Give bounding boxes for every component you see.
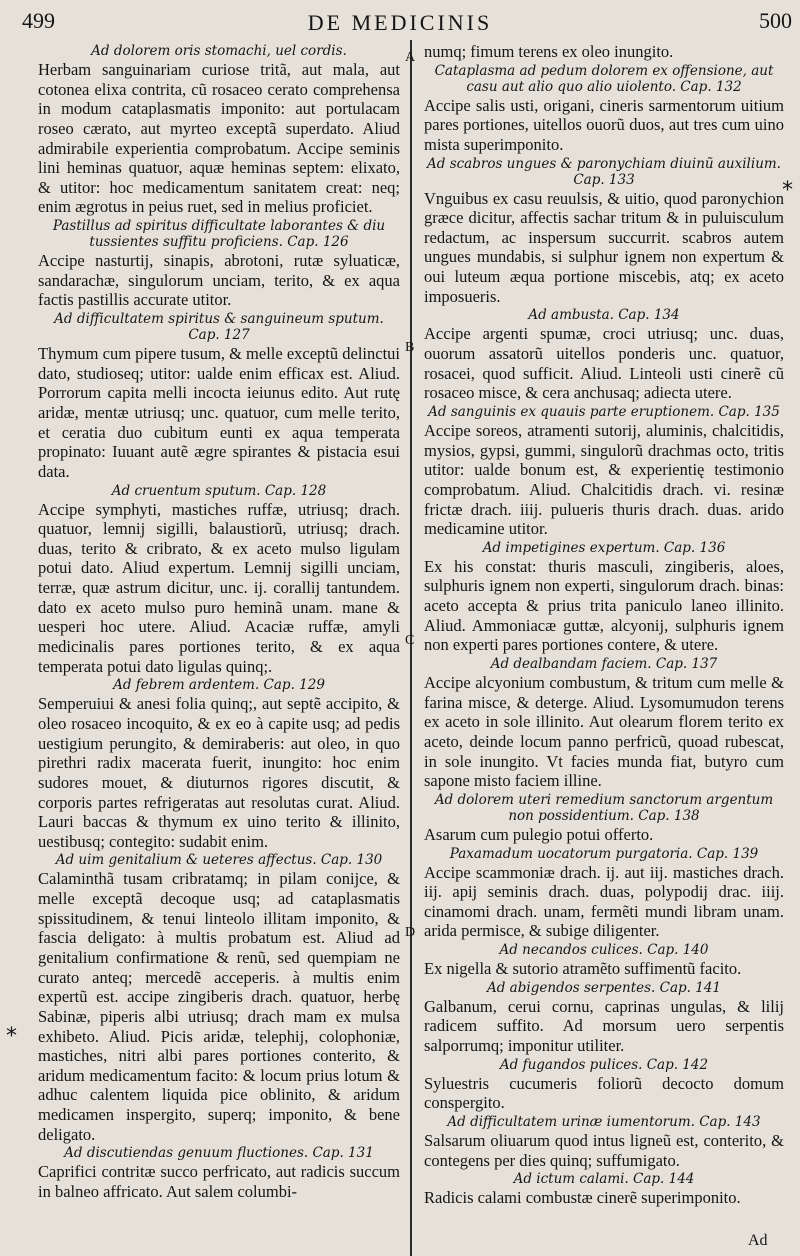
margin-letter-b: B	[405, 340, 415, 355]
chapter-heading: Ad febrem ardentem. Cap. 129	[113, 677, 325, 694]
chapter-heading: Ad scabros ungues & paronychiam diuinũ auxilium. Cap. 133	[427, 155, 781, 188]
chapter-text: Accipe alcyonium combustum, & tritum cum melle & farina misce, & deterge. Aliud. Lysomumudon terens ex aceto in sole illinito. Aut olearum florem terito ex aceto, deinde locum panno perfricũ, quoad rubescat, in sole inungito. Vt facies munda fiat, butyro cum sapone misto faciem illine.	[424, 673, 784, 791]
chapter-text: Asarum cum pulegio potui offerto.	[424, 824, 654, 844]
chapter-heading: Cataplasma ad pedum dolorem ex offensione, aut casu aut alio quo alio uiolento. Cap. 132	[434, 62, 774, 95]
chapter-text: Accipe scammoniæ drach. ij. aut iij. mastiches drach. iij. apij seminis drach. duas, polypodij drac. iiij. cinamomi drach. unam, fermẽti mundi libram unam. arida permisce, & subige diligenter.	[424, 862, 784, 941]
running-title: DE MEDICINIS	[307, 10, 493, 35]
chapter-text: Thymum cum pipere tusum, & melle exceptũ delinctui dato, studioseq; utitor: ualde enim efficax est. Aliud. Porrorum capita melli incocta ieiunus edito. Aut rutę aridæ, mentæ utriusq; unc. quatuor, cum melle terito, et ceratia duo cubitum eunti ex aqua temperata propinato: Iuuant autẽ ægre spirantes & pistacia esui data.	[38, 344, 400, 481]
chapter-heading: Ad abigendos serpentes. Cap. 141	[487, 979, 721, 996]
margin-asterisk-right: *	[782, 178, 793, 203]
chapter-heading: Ad difficultatem urinæ iumentorum. Cap. 143	[447, 1113, 761, 1130]
chapter-heading: Ad dolorem uteri remedium sanctorum argentum non possidentium. Cap. 138	[434, 791, 774, 824]
chapter-text: Salsarum oliuarum quod intus ligneũ est, conterito, & contegens per dies quinq; suffumigato.	[424, 1130, 784, 1170]
chapter-heading: Ad dealbandam faciem. Cap. 137	[490, 656, 718, 673]
chapter-heading: Ad sanguinis ex quauis parte eruptionem. Cap. 135	[428, 403, 780, 420]
chapter-heading: Pastillus ad spiritus difficultate laborantes & diu tussientes suffitu proficiens. Cap. 126	[52, 218, 386, 251]
margin-letter-a: A	[405, 50, 416, 65]
left-column	[38, 42, 400, 1254]
chapter-heading: Paxamadum uocatorum purgatoria. Cap. 139	[449, 845, 759, 862]
chapter-text: Herbam sanguinariam curiose tritã, aut mala, aut cotonea elixa contrita, cũ rosaceo cerato comprehensa in modum cataplasmatis imponito: aut portulacam roseo cærato, aut myrteo exceptã superdato. Aliud admirabile experientia comprobatum. Accipe seminis lini heminas quatuor, aquæ heminas septem: elixato, & utitor: hoc medicamentum sanitatem creat: neq; enim ægrotus in peius ruet, sed in melius proficiet.	[38, 60, 400, 217]
chapter-heading: Ad necandos culices. Cap. 140	[499, 942, 709, 959]
chapter-heading: Ad discutiendas genuum fluctiones. Cap. 131	[64, 1145, 374, 1162]
chapter-text: numq; fimum terens ex oleo inungito.	[424, 42, 674, 61]
chapter-heading: Ad uim genitalium & ueteres affectus. Cap. 130	[55, 852, 383, 869]
chapter-text: Radicis calami combustæ cinerẽ superimponito.	[424, 1188, 741, 1208]
chapter-text: Accipe argenti spumæ, croci utriusq; unc. duas, ouorum assatorũ uitellos ponderis unc. quatuor, rosacei, quod sufficit. Aliud. Linteoli usti cinerẽ cũ rosaceo misce, & cera anchusaq; adiecta utere.	[424, 324, 784, 403]
chapter-heading: Ad difficultatem spiritus & sanguineum sputum. Cap. 127	[54, 311, 384, 344]
catchword: Ad	[748, 1232, 768, 1249]
chapter-text: Accipe nasturtij, sinapis, abrotoni, rutæ syluaticæ, sandarachæ, singulorum unciam, terito, & ex aqua factis pastillis accurate utitor.	[38, 251, 400, 310]
chapter-heading: Ad dolorem oris stomachi, uel cordis.	[91, 43, 347, 59]
chapter-text: Caprifici contritæ succo perfricato, aut radicis succum in balneo affricato. Aut salem columbi-	[38, 1162, 400, 1202]
chapter-heading: Ad fugandos pulices. Cap. 142	[499, 1056, 709, 1073]
chapter-text: Galbanum, cerui cornu, caprinas ungulas, & lilij radicem suffito. Ad morsum uero serpentis salporrumq; imponitur utiliter.	[424, 996, 784, 1055]
chapter-heading: Ad cruentum sputum. Cap. 128	[111, 482, 327, 499]
running-header	[0, 0, 800, 40]
chapter-heading: Ad ictum calami. Cap. 144	[513, 1171, 695, 1188]
chapter-text: Vnguibus ex casu reuulsis, & uitio, quod paronychion græce dicitur, affectis sachar tritum & in puluisculum redactum, ac inspersum succurrit. scabros autem ungues mundabis, si sulphur ignem non expertum & oui luteum æqua portione miscebis, atq; ex aceto imposueris.	[424, 188, 784, 306]
chapter-text: Ex his constat: thuris masculi, zingiberis, aloes, sulphuris ignem non experti, singulorum drach. binas: aceto accepta & prius trita paniculo laneo illinito. Aliud. Ammoniacæ guttæ, alcyonij, sulphuris ignem non experti pares portiones contere, & utere.	[424, 556, 784, 655]
chapter-heading: Ad ambusta. Cap. 134	[528, 307, 680, 324]
chapter-text: Accipe soreos, atramenti sutorij, aluminis, chalcitidis, mysios, gypsi, gummi, singulorũ drachmas octo, tritis utitor: ualde bonum est, & experientię testimonio comprobatum. Aliud. Chalcitidis drach. vi. resinæ frictæ drach. iiij. pulueris thuris drach. duas. arido medicamine utitor.	[424, 420, 784, 539]
right-column	[424, 42, 784, 1254]
margin-asterisk-left: *	[6, 1024, 17, 1049]
chapter-heading: Ad impetigines expertum. Cap. 136	[482, 539, 726, 556]
chapter-text: Accipe salis usti, origani, cineris sarmentorum uitium pares portiones, uitellos ouorũ duos, aut tres cum uino mista superimponito.	[424, 95, 784, 154]
chapter-text: Syluestris cucumeris foliorũ decocto domum conspergito.	[424, 1073, 784, 1113]
chapter-text: Semperuiui & anesi folia quinq;, aut septẽ accipito, & oleo rosaceo incoquito, & ex eo à capite usq; ad pedis uestigium perungito, & demiraberis: aut oleo, in quo pirethri radix macerata fuerit, inungito: hoc enim sudores mouet, & diuturnos rigores discutit, & corporis partes refrigeratas aut resolutas curat. Aliud. Lauri baccas & thymum ex uino terito & illinito, uestibusq; contegito: sudabit enim.	[38, 694, 400, 851]
page-number-right: 500	[759, 8, 792, 33]
chapter-text: Ex nigella & sutorio atramẽto suffimentũ facito.	[424, 959, 742, 979]
page-number-left: 499	[22, 8, 55, 33]
margin-letter-c: C	[405, 633, 415, 648]
chapter-text: Accipe symphyti, mastiches ruffæ, utriusq; drach. quatuor, lemnij sigilli, balaustiorũ, utriusq; drach. duas, terito & cribrato, & ex aceto mulso ligulam potui dato. Aliud expertum. Lemnij sigilli unciam, terræ, quæ astrum dicitur, unc. ij. corallij tantundem. dato ex aceto mulso puro heminã unam. mane & uesperi hoc utere. Aliud. Acaciæ ruffæ, amyli medicinalis pares portiones terito, & ex aqua temperata potui dato ligulas quinq;.	[38, 499, 400, 676]
chapter-text: Calaminthã tusam cribratamq; in pilam conijce, & melle exceptã decoque usq; ad cataplasmatis spissitudinem, & tenui linteolo illitam imponito, & fascia deligato: à multis probatum est. Aliud ad genitalium confirmatione & renũ, sed quempiam ne curato anteq; mercedẽ acceperis. à multis enim expertũ est. accipe zingiberis drach. quatuor, herbę Sabinæ, piperis albi utriusq; drach mam ex mulsa exhibeto. Aliud. Picis aridæ, telephij, colophoniæ, mastiches, nitri albi pares portiones conterito, & aridum medicamentum facito: & locum prius lotum & adhuc calentem liquida pice oblinito, & aridum medicamen inspergito, superq; imponito, & bene deligato.	[38, 869, 400, 1144]
margin-letter-d: D	[405, 925, 416, 940]
